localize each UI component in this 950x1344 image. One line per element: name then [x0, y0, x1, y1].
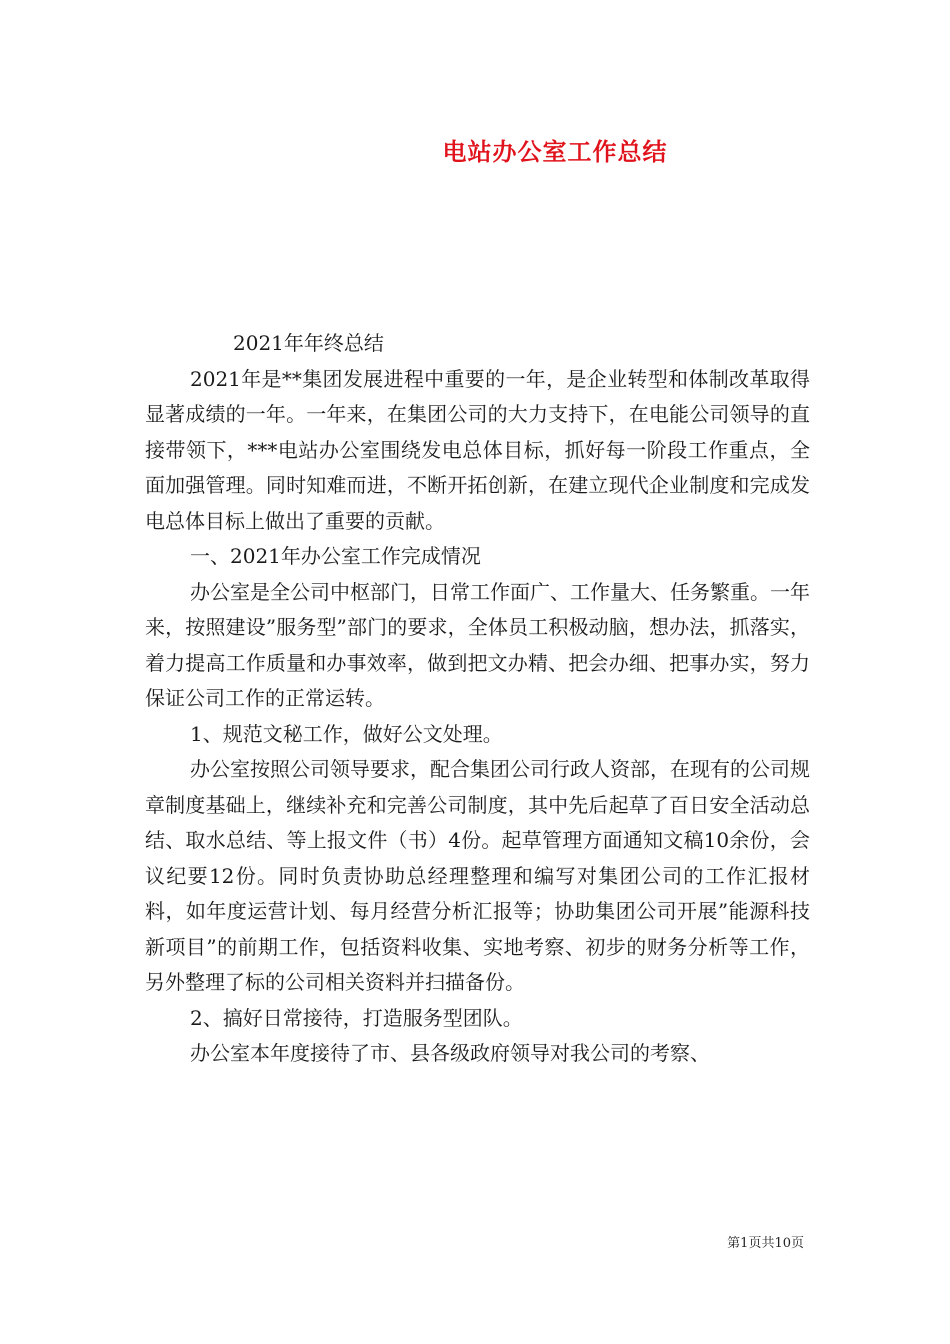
- subsection-2-paragraph: 办公室本年度接待了市、县各级政府领导对我公司的考察、: [190, 1041, 710, 1065]
- document-title: 电站办公室工作总结: [442, 137, 668, 166]
- subsection-1-paragraph: 办公室按照公司领导要求，配合集团公司行政人资部，在现有的公司规章制度基础上，继续补充和完善公司制度，其中先后起草了百日安全活动总结、取水总结、等上报文件（书）4份。起草管理方面通知文稿10余份，会议纪要12份。同时负责协助总经理整理和编写对集团公司的工作汇报材料，如年度运营计划、每月经营分析汇报等；协助集团公司开展”能源科技新项目”的前期工作，包括资料收集、实地考察、初步的财务分析等工作，另外整理了标的公司相关资料并扫描备份。: [145, 757, 810, 994]
- subsection-heading-1: 1、规范文秘工作，做好公文处理。: [190, 721, 503, 746]
- intro-paragraph: 2021年是**集团发展进程中重要的一年，是企业转型和体制改革取得显著成绩的一年。一年来，在集团公司的大力支持下，在电能公司领导的直接带领下，***电站办公室围绕发电总体目标，抓好每一阶段工作重点，全面加强管理。同时知难而进，不断开拓创新，在建立现代企业制度和完成发电总体目标上做出了重要的贡献。: [145, 366, 810, 533]
- section-heading-1: 一、2021年办公室工作完成情况: [190, 544, 481, 568]
- section-1-paragraph: 办公室是全公司中枢部门，日常工作面广、工作量大、任务繁重。一年来，按照建设”服务型”部门的要求，全体员工积极动脑，想办法，抓落实，着力提高工作质量和办事效率，做到把文办精、把会办细、把事办实，努力保证公司工作的正常运转。: [145, 579, 810, 710]
- page-number: 第1页共10页: [727, 1236, 804, 1251]
- summary-heading: 2021年年终总结: [233, 331, 384, 355]
- document-body: [145, 326, 810, 1072]
- subsection-heading-2: 2、搞好日常接待，打造服务型团队。: [190, 1005, 523, 1030]
